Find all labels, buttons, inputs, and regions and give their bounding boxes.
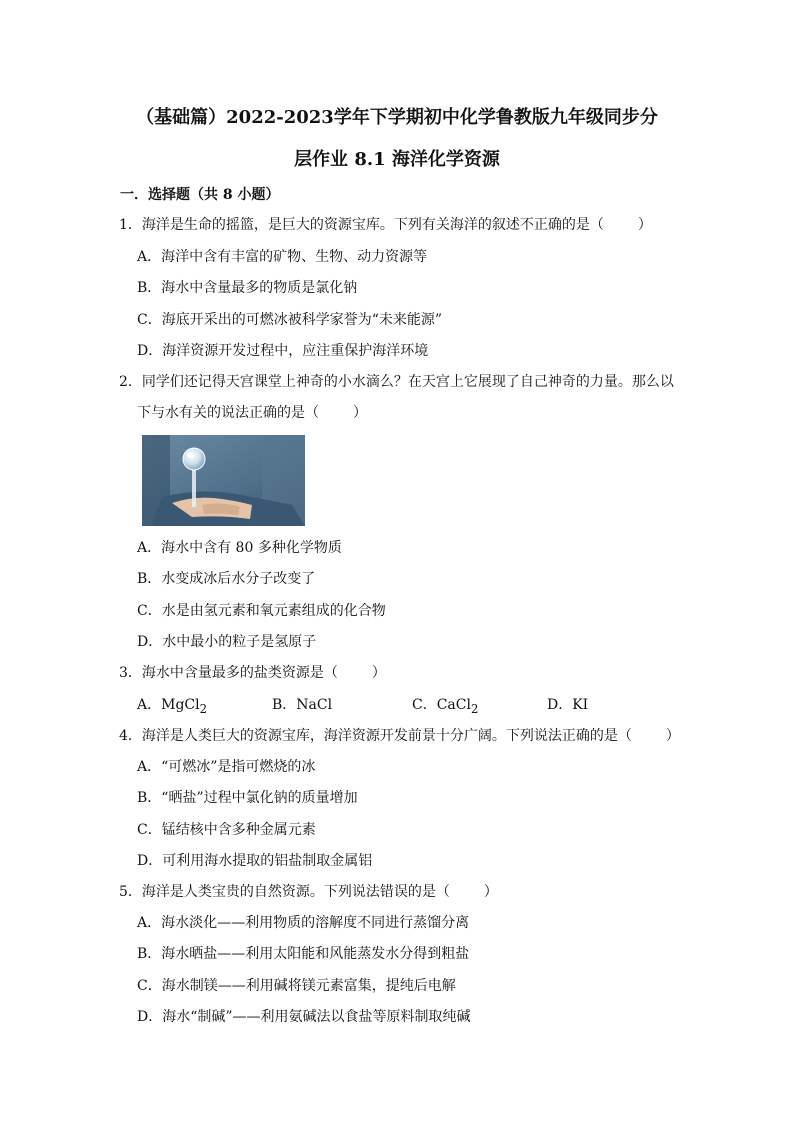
document-title-line-2: 层作业 8.1 海洋化学资源 xyxy=(294,149,500,170)
question-1-option-a: A．海洋中含有丰富的矿物、生物、动力资源等 xyxy=(137,249,428,265)
question-text: 海洋是生命的摇篮，是巨大的资源宝库。下列有关海洋的叙述不正确的是（ xyxy=(141,217,604,233)
question-3-option-d: D．KI xyxy=(547,697,589,713)
question-number: 1． xyxy=(119,217,142,233)
question-3-option-a: A．MgCl$_2$ xyxy=(137,697,208,716)
question-4-option-b: B．“晒盐”过程中氯化钠的质量增加 xyxy=(137,790,358,806)
question-close-paren: ） xyxy=(665,728,680,744)
section-heading: 一．选择题（共 8 小题） xyxy=(120,187,280,203)
question-close-paren: ） xyxy=(353,405,367,421)
document-title-line-1: （基础篇）2022-2023学年下学期初中化学鲁教版九年级同步分 xyxy=(136,107,658,128)
question-1-option-b: B．海水中含量最多的物质是氯化钠 xyxy=(137,280,358,296)
question-number: 5． xyxy=(119,884,142,900)
question-2-option-d: D．水中最小的粒子是氢原子 xyxy=(137,634,317,650)
question-text: 下与水有关的说法正确的是（ xyxy=(137,405,319,421)
question-2-option-c: C．水是由氢元素和氧元素组成的化合物 xyxy=(137,603,386,619)
question-text: 海洋是人类巨大的资源宝库，海洋资源开发前景十分广阔。下列说法正确的是（ xyxy=(141,728,632,744)
question-close-paren: ） xyxy=(483,884,498,900)
question-number: 3． xyxy=(119,665,142,681)
question-2-option-a: A．海水中含有 80 多种化学物质 xyxy=(137,540,342,556)
question-5-option-c: C．海水制镁——利用碱将镁元素富集，提纯后电解 xyxy=(137,978,456,994)
question-2-stem xyxy=(119,372,674,392)
question-3-stem xyxy=(119,663,386,683)
question-4-option-c: C．锰结核中含多种金属元素 xyxy=(137,822,316,838)
question-text: 海洋是人类宝贵的自然资源。下列说法错误的是（ xyxy=(141,884,450,900)
question-close-paren: ） xyxy=(637,217,652,233)
question-3-option-c: C．CaCl$_2$ xyxy=(412,697,479,716)
question-1-option-c: C．海底开采出的可燃冰被科学家誉为“未来能源” xyxy=(137,312,443,328)
question-3-option-b: B．NaCl xyxy=(272,697,333,713)
question-4-stem xyxy=(119,726,680,746)
question-close-paren: ） xyxy=(371,665,386,681)
question-5-option-b: B．海水晒盐——利用太阳能和风能蒸发水分得到粗盐 xyxy=(137,946,470,962)
question-2-option-b: B．水变成冰后水分子改变了 xyxy=(137,571,316,587)
question-text: 海水中含量最多的盐类资源是（ xyxy=(141,665,338,681)
question-1-option-d: D．海洋资源开发过程中，应注重保护海洋环境 xyxy=(137,343,429,359)
question-2-stem-line-2 xyxy=(137,403,367,423)
question-5-option-a: A．海水淡化——利用物质的溶解度不同进行蒸馏分离 xyxy=(137,915,470,931)
question-number: 2． xyxy=(119,374,142,390)
question-4-option-d: D．可利用海水提取的铝盐制取金属铝 xyxy=(137,853,373,869)
question-number: 4． xyxy=(119,728,142,744)
question-4-option-a: A．“可燃冰”是指可燃烧的冰 xyxy=(137,759,316,775)
question-5-stem xyxy=(119,882,498,902)
question-5-option-d: D．海水“制碱”——利用氨碱法以食盐等原料制取纯碱 xyxy=(137,1009,471,1025)
question-text: 同学们还记得天宫课堂上神奇的小水滴么？在天宫上它展现了自己神奇的力量。那么以 xyxy=(141,374,674,390)
photo-illustration xyxy=(142,435,305,526)
question-1-stem xyxy=(119,215,652,235)
water-droplet-photo xyxy=(142,435,305,526)
